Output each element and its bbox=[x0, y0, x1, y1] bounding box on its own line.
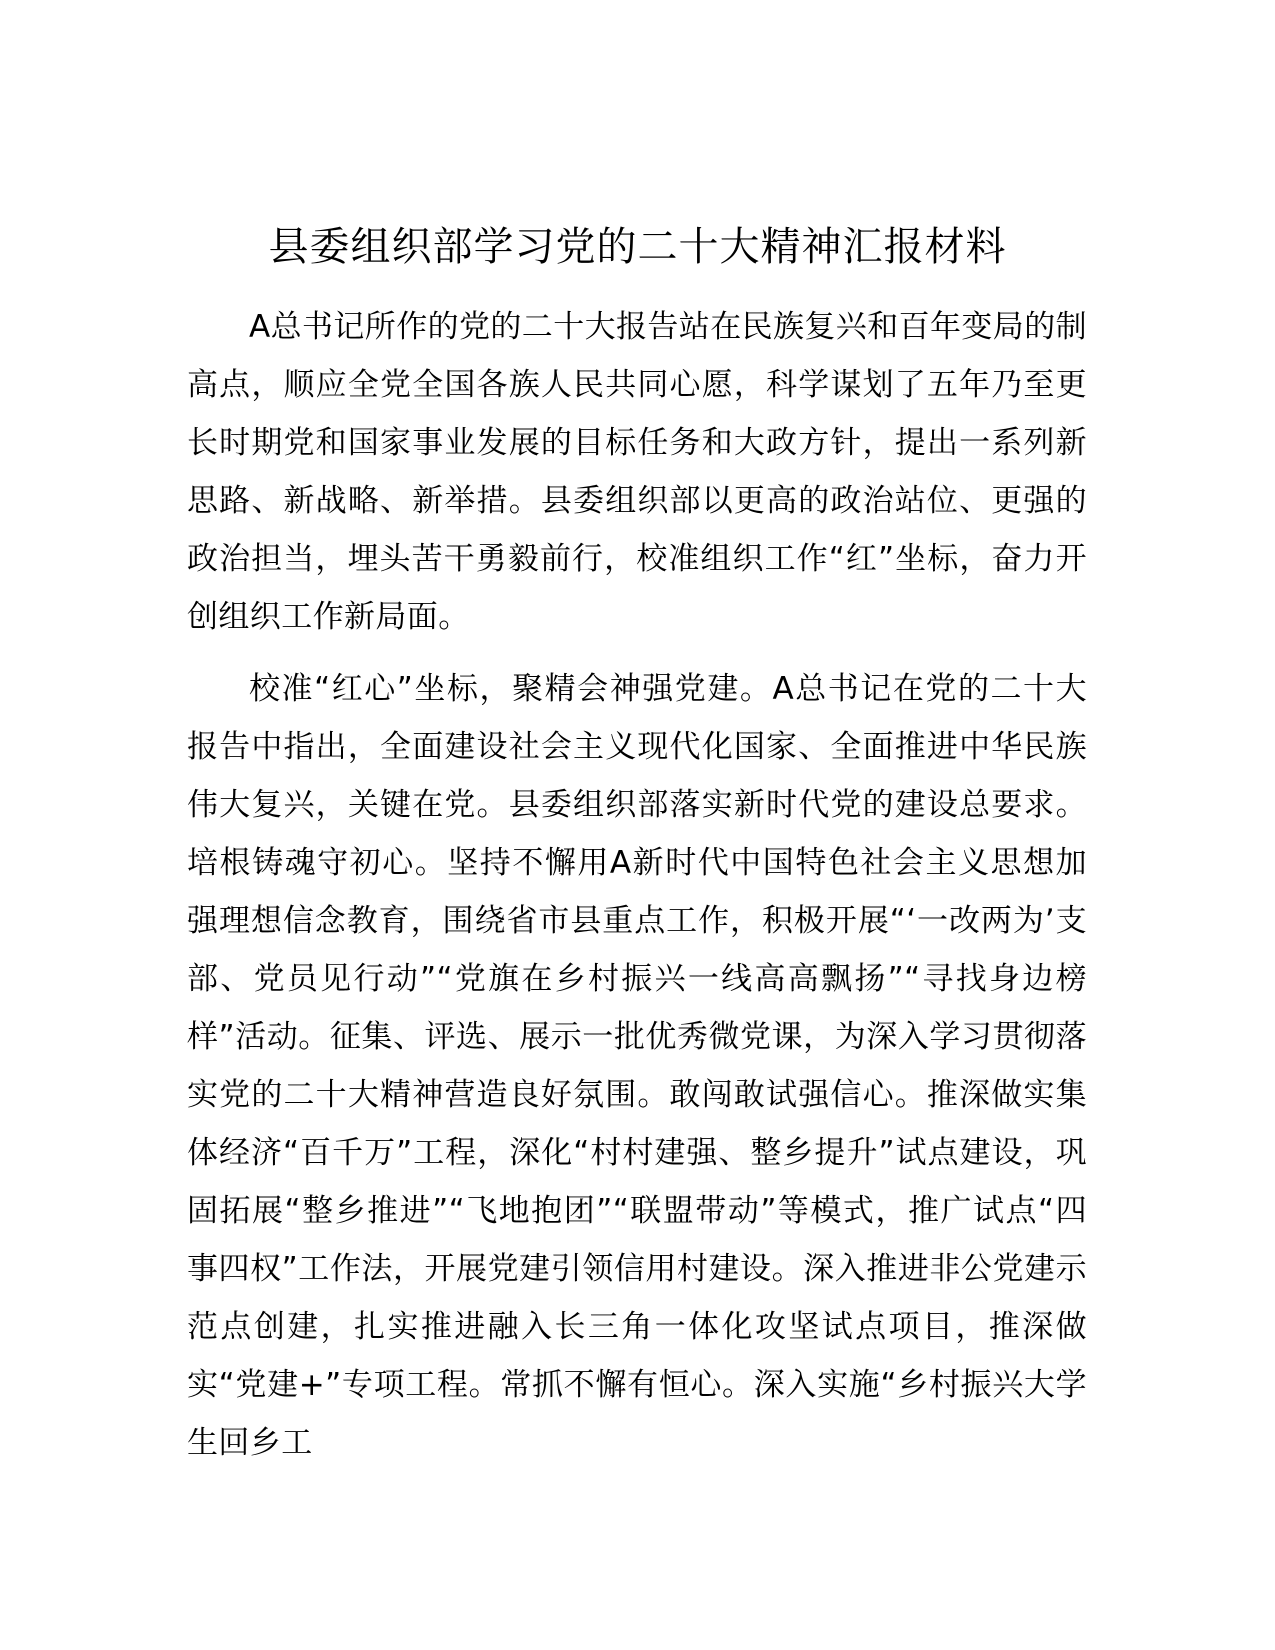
paragraph-1: A总书记所作的党的二十大报告站在民族复兴和百年变局的制高点，顺应全党全国各族人民共同心愿，科学谋划了五年乃至更长时期党和国家事业发展的目标任务和大政方针，提出一系列新思路、新战略、新举措。县委组织部以更高的政治站位、更强的政治担当，埋头苦干勇毅前行，校准组织工作“红”坐标，奋力开创组织工作新局面。 bbox=[187, 309, 1088, 635]
paragraph-2: 校准“红心”坐标，聚精会神强党建。A总书记在党的二十大报告中指出，全面建设社会主义现代化国家、全面推进中华民族伟大复兴，关键在党。县委组织部落实新时代党的建设总要求。培根铸魂守初心。坚持不懈用A新时代中国特色社会主义思想加强理想信念教育，围绕省市县重点工作，积极开展“‘一改两为’支部、党员见行动”“党旗在乡村振兴一线高高飘扬”“寻找身边榜样”活动。征集、评选、展示一批优秀微党课，为深入学习贯彻落实党的二十大精神营造良好氛围。敢闯敢试强信心。推深做实集体经济“百千万”工程，深化“村村建强、整乡提升”试点建设，巩固拓展“整乡推进”“飞地抱团”“联盟带动”等模式，推广试点“四事四权”工作法，开展党建引领信用村建设。深入推进非公党建示范点创建，扎实推进融入长三角一体化攻坚试点项目，推深做实“党建+”专项工程。常抓不懈有恒心。深入实施“乡村振兴大学生回乡工 bbox=[187, 671, 1087, 1461]
document-title: 县委组织部学习党的二十大精神汇报材料 bbox=[268, 224, 1007, 270]
